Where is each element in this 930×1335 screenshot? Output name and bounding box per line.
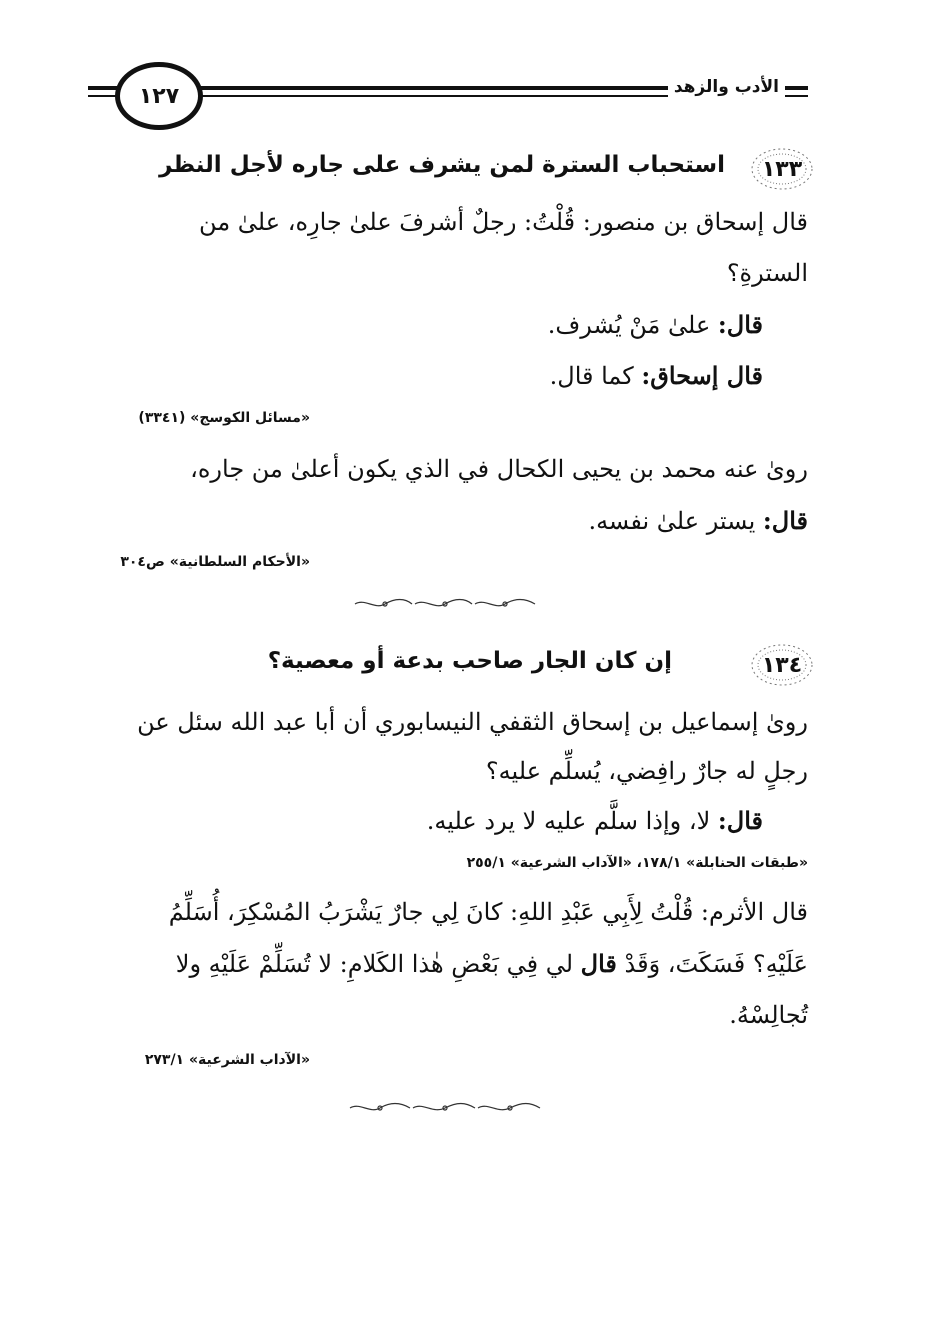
paragraph-continuation <box>729 990 808 1041</box>
speaker-text: لا، وإذا سلَّم عليه لا يرد عليه. <box>426 807 718 835</box>
section-number-badge <box>750 642 814 688</box>
page-number <box>115 62 203 130</box>
source-citation: «طبقات الحنابلة» ١٧٨/١، «الآداب الشرعية» ٢٥٥/١ <box>466 855 808 871</box>
paragraph <box>137 697 808 748</box>
speaker-label: قال: <box>717 806 763 835</box>
paragraph <box>190 444 808 495</box>
paragraph-continuation <box>176 938 808 989</box>
section-number: ١٣٤ <box>761 652 803 678</box>
text-span: لي فِي بَعْضِ هٰذا الكَلامِ: لا تُسَلِّمْ عَلَيْهِ ولا <box>175 950 581 978</box>
text-line: قال إسحاق بن منصور: قُلْتُ: رجلٌ أشرفَ علىٰ جارِه، علىٰ من <box>199 208 808 236</box>
text-line: السترةِ؟ <box>726 259 808 287</box>
source-citation: «الآداب الشرعية» ٢٧٣/١ <box>144 1052 310 1068</box>
text-line: رویٰ إسماعيل بن إسحاق الثقفي النيسابوري أن أبا عبد الله سئل عن <box>137 708 808 736</box>
running-title: الأدب والزهد <box>668 77 785 97</box>
text-line: تُجالِسْهُ. <box>729 1001 808 1029</box>
speaker-label: قال <box>580 949 617 978</box>
section-number: ١٣٣ <box>761 156 803 182</box>
paragraph <box>199 197 808 248</box>
text-line: رویٰ عنه محمد بن يحيى الكحال في الذي يكون أعلىٰ من جاره، <box>190 455 808 483</box>
paragraph <box>169 887 808 938</box>
text-span: عَلَيْهِ؟ فَسَكَتَ، وَقَدْ <box>616 950 808 978</box>
section-title: إن كان الجار صاحب بدعة أو معصية؟ <box>267 648 672 674</box>
text-line: رجلٍ له جارٌ رافِضي، يُسلِّم عليه؟ <box>485 757 808 785</box>
section-title: استحباب السترة لمن يشرف على جاره لأجل النظر <box>159 152 725 178</box>
speaker-text: كما قال. <box>549 362 642 390</box>
question-line <box>548 299 763 350</box>
page-number-text: ١٢٧ <box>138 83 180 109</box>
speaker-text: علىٰ مَنْ يُشرف. <box>547 311 718 339</box>
separator-ornament-icon <box>345 1100 545 1116</box>
paragraph-continuation <box>486 746 808 797</box>
speaker-text: يستر علىٰ نفسه. <box>588 507 763 535</box>
source-citation: «مسائل الكوسج» (٣٣٤١) <box>138 410 310 426</box>
text-line: قال الأثرم: قُلْتُ لِأَبِي عَبْدِ اللهِ: كانَ لِي جارٌ يَشْرَبُ المُسْكِرَ، أُسَلِّمُ <box>168 898 808 926</box>
answer-line <box>550 350 763 401</box>
speaker-label: قال إسحاق: <box>641 361 763 390</box>
paragraph-continuation <box>727 248 808 299</box>
separator-ornament-icon <box>350 596 540 612</box>
answer-line <box>427 795 763 846</box>
section-number-badge <box>750 146 814 192</box>
speaker-label: قال: <box>717 310 763 339</box>
speaker-label: قال: <box>762 506 808 535</box>
source-citation: «الأحكام السلطانية» ص٣٠٤ <box>120 554 310 570</box>
answer-line <box>588 495 808 546</box>
